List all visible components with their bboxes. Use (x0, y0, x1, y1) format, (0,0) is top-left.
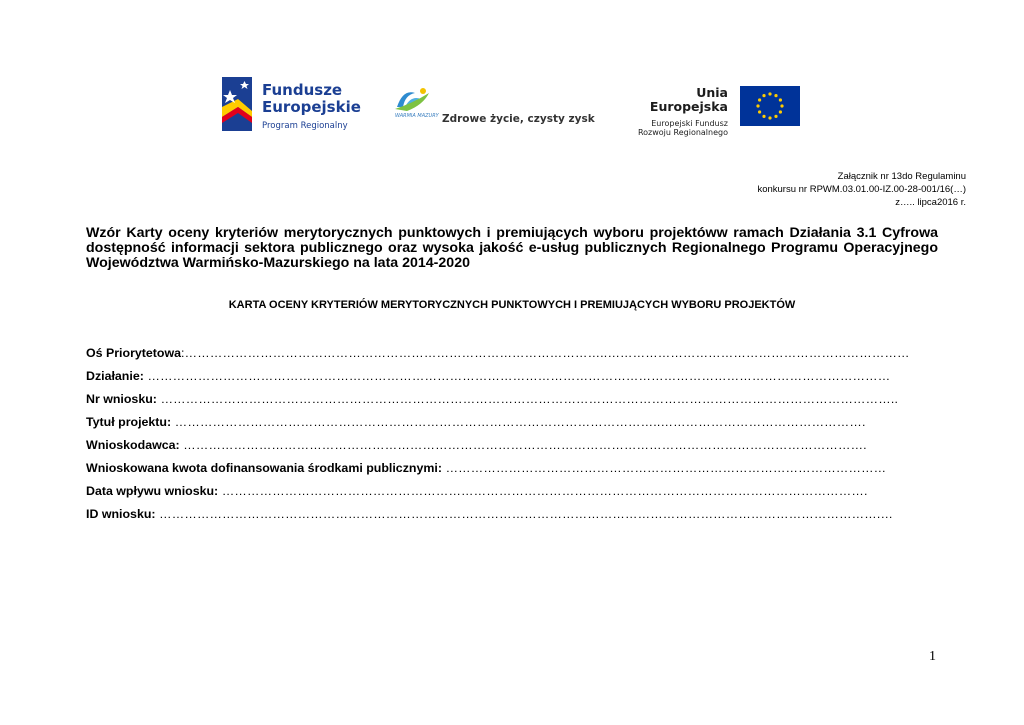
field-dots: ………………………………………………………………………………………………………………………………………………. (179, 438, 867, 452)
warmia-small-text: WARMIA MAZURY (395, 113, 439, 119)
warmia-mazury-icon (393, 85, 433, 129)
eu-text (622, 86, 728, 137)
field-nr-wniosku[interactable] (86, 392, 936, 415)
fundusze-line2: Europejskie (262, 98, 361, 116)
form-fields (86, 346, 936, 530)
field-data-wplywu[interactable] (86, 484, 936, 507)
field-dots: :………………………………………………………………………………………..……………………………………………………………… (181, 346, 910, 360)
field-label: Wnioskowana kwota dofinansowania środkami publicznymi: (86, 461, 442, 475)
field-dots: ………………………………………………………………………………………………………………………………………. (218, 484, 868, 498)
eu-line1: Unia Europejska (649, 85, 728, 115)
field-label: ID wniosku: (86, 507, 156, 521)
fundusze-europejskie-logo (222, 77, 362, 133)
fundusze-europejskie-icon (222, 77, 252, 131)
page-number: 1 (929, 649, 936, 664)
field-label: Wnioskodawca: (86, 438, 180, 452)
field-tytul-projektu[interactable] (86, 415, 936, 438)
logo-bar (0, 0, 1024, 140)
warmia-slogan: Zdrowe życie, czysty zysk (442, 113, 595, 125)
card-subtitle: KARTA OCENY KRYTERIÓW MERYTORYCZNYCH PUNKTOWYCH I PREMIUJĄCYCH WYBORU PROJEKTÓW (228, 299, 796, 311)
field-dots: …………………………………………………………………………………………………………………………………………………………… (143, 369, 891, 383)
warmia-mazury-logo (393, 85, 593, 130)
fundusze-text (262, 83, 361, 131)
field-label: Oś Priorytetowa (86, 346, 182, 360)
field-wnioskodawca[interactable] (86, 438, 936, 461)
fundusze-line3: Program Regionalny (262, 121, 348, 131)
annex-line1: Załącznik nr 13do Regulaminu (837, 171, 966, 182)
annex-line2: konkursu nr RPWM.03.01.00-IZ.00-28-001/16(…) (757, 184, 966, 195)
annex-note (757, 170, 966, 209)
field-dots: ……………………………………………………………………………………………………..…………………………………………. (171, 415, 866, 429)
field-label: Data wpływu wniosku: (86, 484, 219, 498)
field-dzialanie[interactable] (86, 369, 936, 392)
field-dots: ……………………………………………………………………………………………………………………………………………………….… (155, 507, 894, 521)
field-label: Działanie: (86, 369, 144, 383)
eu-line3: Rozwoju Regionalnego (637, 127, 728, 137)
field-os-priorytetowa[interactable] (86, 346, 936, 369)
document-title: Wzór Karty oceny kryteriów merytorycznych punktowych i premiujących wyboru projektóww ramach Działania 3.1 Cyfrowa dostępność informacji sektora publicznego oraz wysoka jakość e-usług publicznych Regionalnego Programu Operacyjnego Województwa Warmińsko-Mazurskiego na lata 2014-2020 (86, 225, 938, 271)
field-dots: …………………………………………………………………………………………… (441, 461, 887, 475)
field-kwota-dofinansowania[interactable] (86, 461, 936, 484)
field-label: Nr wniosku: (86, 392, 157, 406)
field-id-wniosku[interactable] (86, 507, 936, 530)
field-label: Tytuł projektu: (86, 415, 172, 429)
field-dots: ………………………………………………………………………………………………………………………………………………………….. (156, 392, 899, 406)
eu-line2: Europejski Fundusz (651, 118, 728, 128)
annex-line3: z….. lipca2016 r. (895, 197, 966, 208)
eu-flag-icon (740, 86, 800, 126)
fundusze-line1: Fundusze (262, 81, 343, 99)
